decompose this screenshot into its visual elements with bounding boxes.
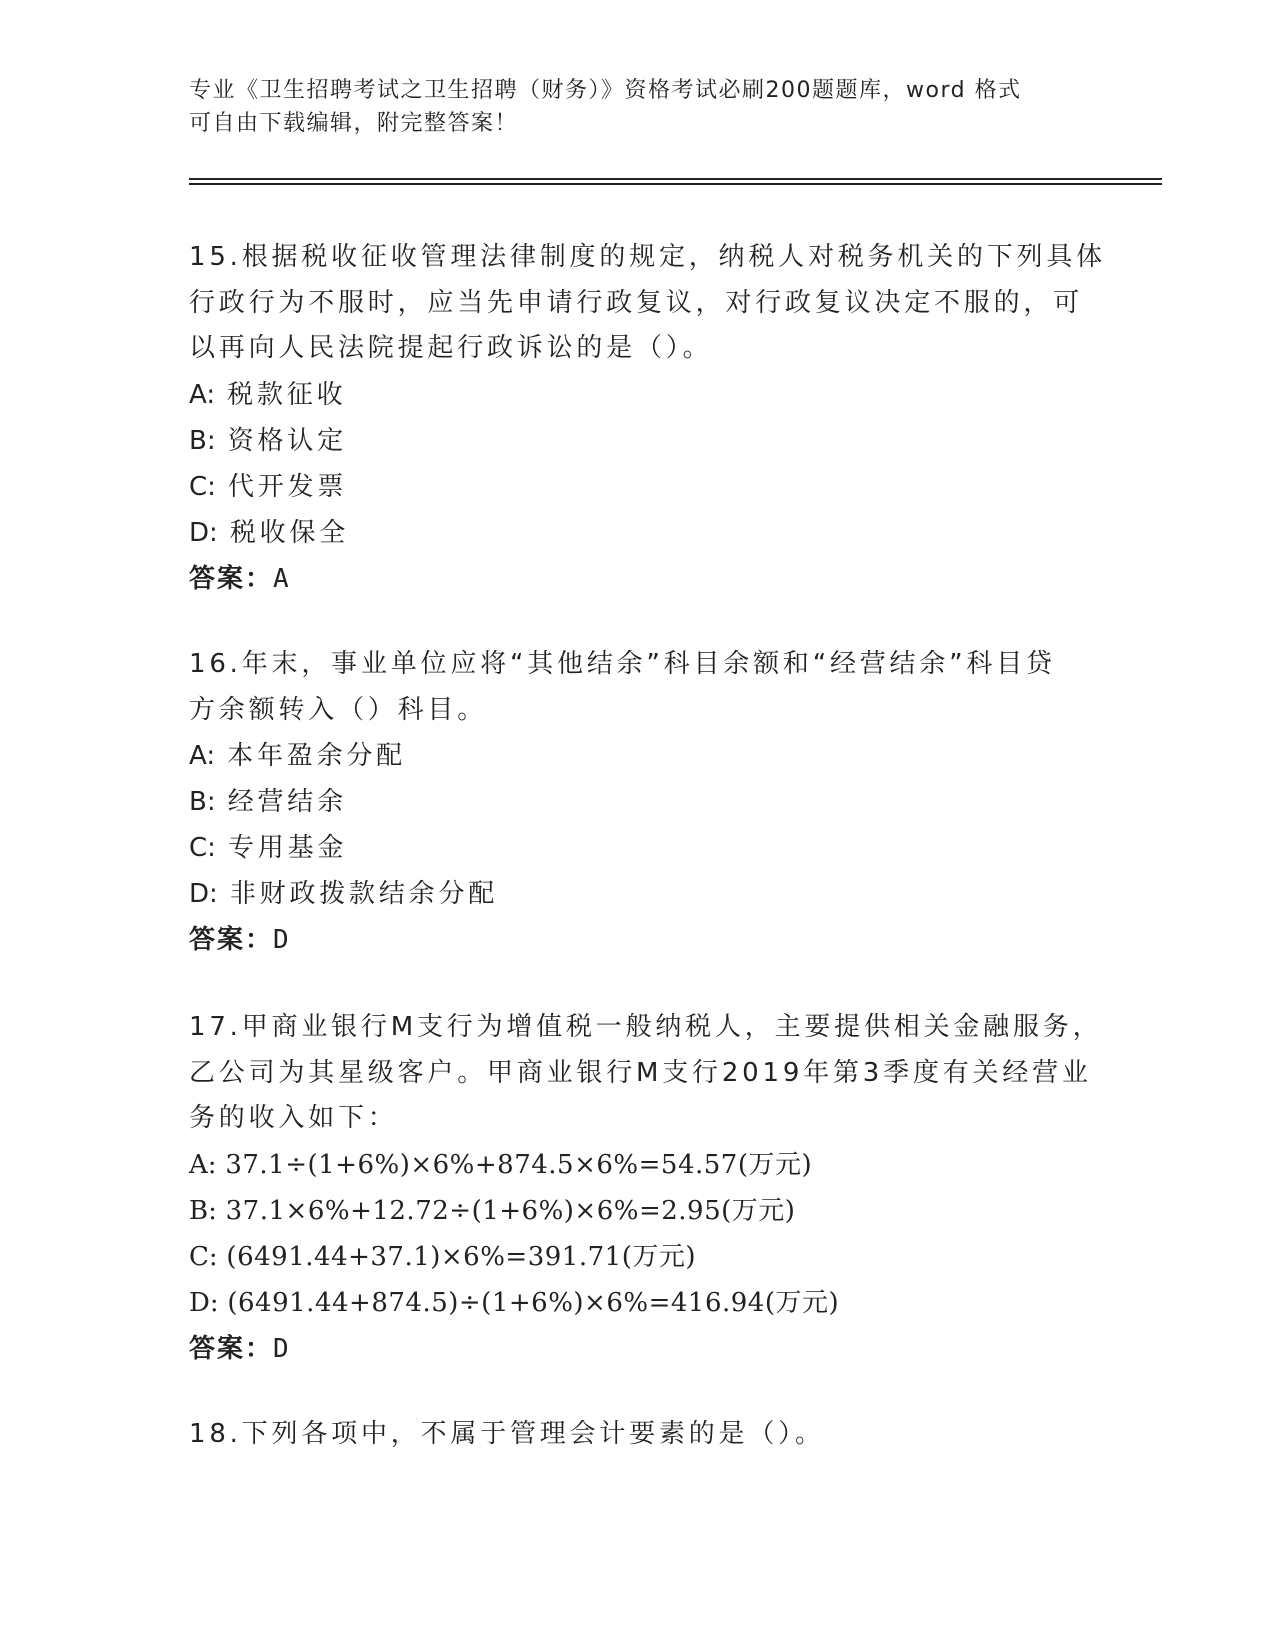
option-d [189,1280,1089,1326]
header-divider-bottom [189,183,1162,185]
option-key: C: [189,833,216,863]
option-text: 本年盈余分配 [227,741,406,771]
option-key: C: [189,1241,218,1272]
option-key: D: [189,517,218,548]
option-a [189,733,1089,779]
answer-label: 答案： [189,563,274,594]
option-text: (6491.44+37.1)×6%=391.71(万元) [226,1241,696,1272]
answer-label: 答案： [189,1333,274,1364]
header-line-2: 可自由下载编辑，附完整答案！ [189,111,519,136]
question-line: 15.根据税收征收管理法律制度的规定，纳税人对税务机关的下列具体 [189,242,1106,272]
answer [189,1326,1089,1372]
question-line: 行政行为不服时，应当先申请行政复议，对行政复议决定不服的，可 [189,287,1084,318]
option-key: A: [189,741,216,771]
option-text: 经营结余 [227,787,347,817]
option-b [189,418,1089,464]
option-key: B: [189,425,216,456]
question-line: 务的收入如下： [189,1103,398,1133]
option-key: D: [189,1287,219,1318]
answer [189,917,1089,963]
option-a [189,372,1089,418]
answer-label: 答案： [189,925,274,955]
question-line: 方余额转入（）科目。 [189,694,488,725]
answer-value: A [273,563,289,594]
option-d [189,871,1089,917]
option-text: 税款征收 [227,379,347,410]
header-divider-top [189,178,1162,180]
answer-value: D [273,1333,289,1364]
question-text [189,1412,1089,1458]
option-key: D: [189,879,218,909]
question-line: 17.甲商业银行M支行为增值税一般纳税人，主要提供相关金融服务， [189,1012,1103,1042]
header-line-1: 专业《卫生招聘考试之卫生招聘（财务）》资格考试必刷200题题库，word 格式 [189,78,1022,103]
option-text: 资格认定 [227,425,347,456]
question-15 [189,235,1106,602]
question-line: 16.年末，事业单位应将“其他结余”科目余额和“经营结余”科目贷 [189,649,1056,679]
option-c [189,464,1089,510]
option-b [189,779,1089,825]
option-b [189,1188,1089,1234]
option-text: 专用基金 [228,833,348,863]
document-header [189,74,1089,140]
option-text: 税收保全 [229,517,350,548]
question-text [189,235,1106,372]
option-key: B: [189,1195,217,1226]
option-text: 37.1÷(1+6%)×6%+874.5×6%=54.57(万元) [225,1149,813,1180]
option-text: (6491.44+874.5)÷(1+6%)×6%=416.94(万元) [227,1287,840,1318]
option-c [189,825,1089,871]
option-key: A: [189,379,216,410]
question-line: 乙公司为其星级客户。甲商业银行M支行2019年第3季度有关经营业 [189,1057,1092,1088]
option-text: 代开发票 [228,471,348,502]
question-line: 以再向人民法院提起行政诉讼的是（）。 [189,333,713,363]
question-text [189,642,1089,733]
option-c [189,1234,1089,1280]
option-key: B: [189,787,216,817]
question-18 [189,1412,1089,1458]
answer-value: D [273,925,289,955]
question-line: 18.下列各项中，不属于管理会计要素的是（）。 [189,1419,825,1449]
question-16 [189,642,1089,963]
option-text: 非财政拨款结余分配 [229,879,499,909]
option-a [189,1142,1089,1188]
answer [189,556,1089,602]
question-17 [189,1005,1103,1372]
option-key: C: [189,471,216,502]
option-text: 37.1×6%+12.72÷(1+6%)×6%=2.95(万元) [225,1195,796,1226]
option-key: A: [189,1149,217,1180]
option-d [189,510,1089,556]
question-text [189,1005,1103,1142]
